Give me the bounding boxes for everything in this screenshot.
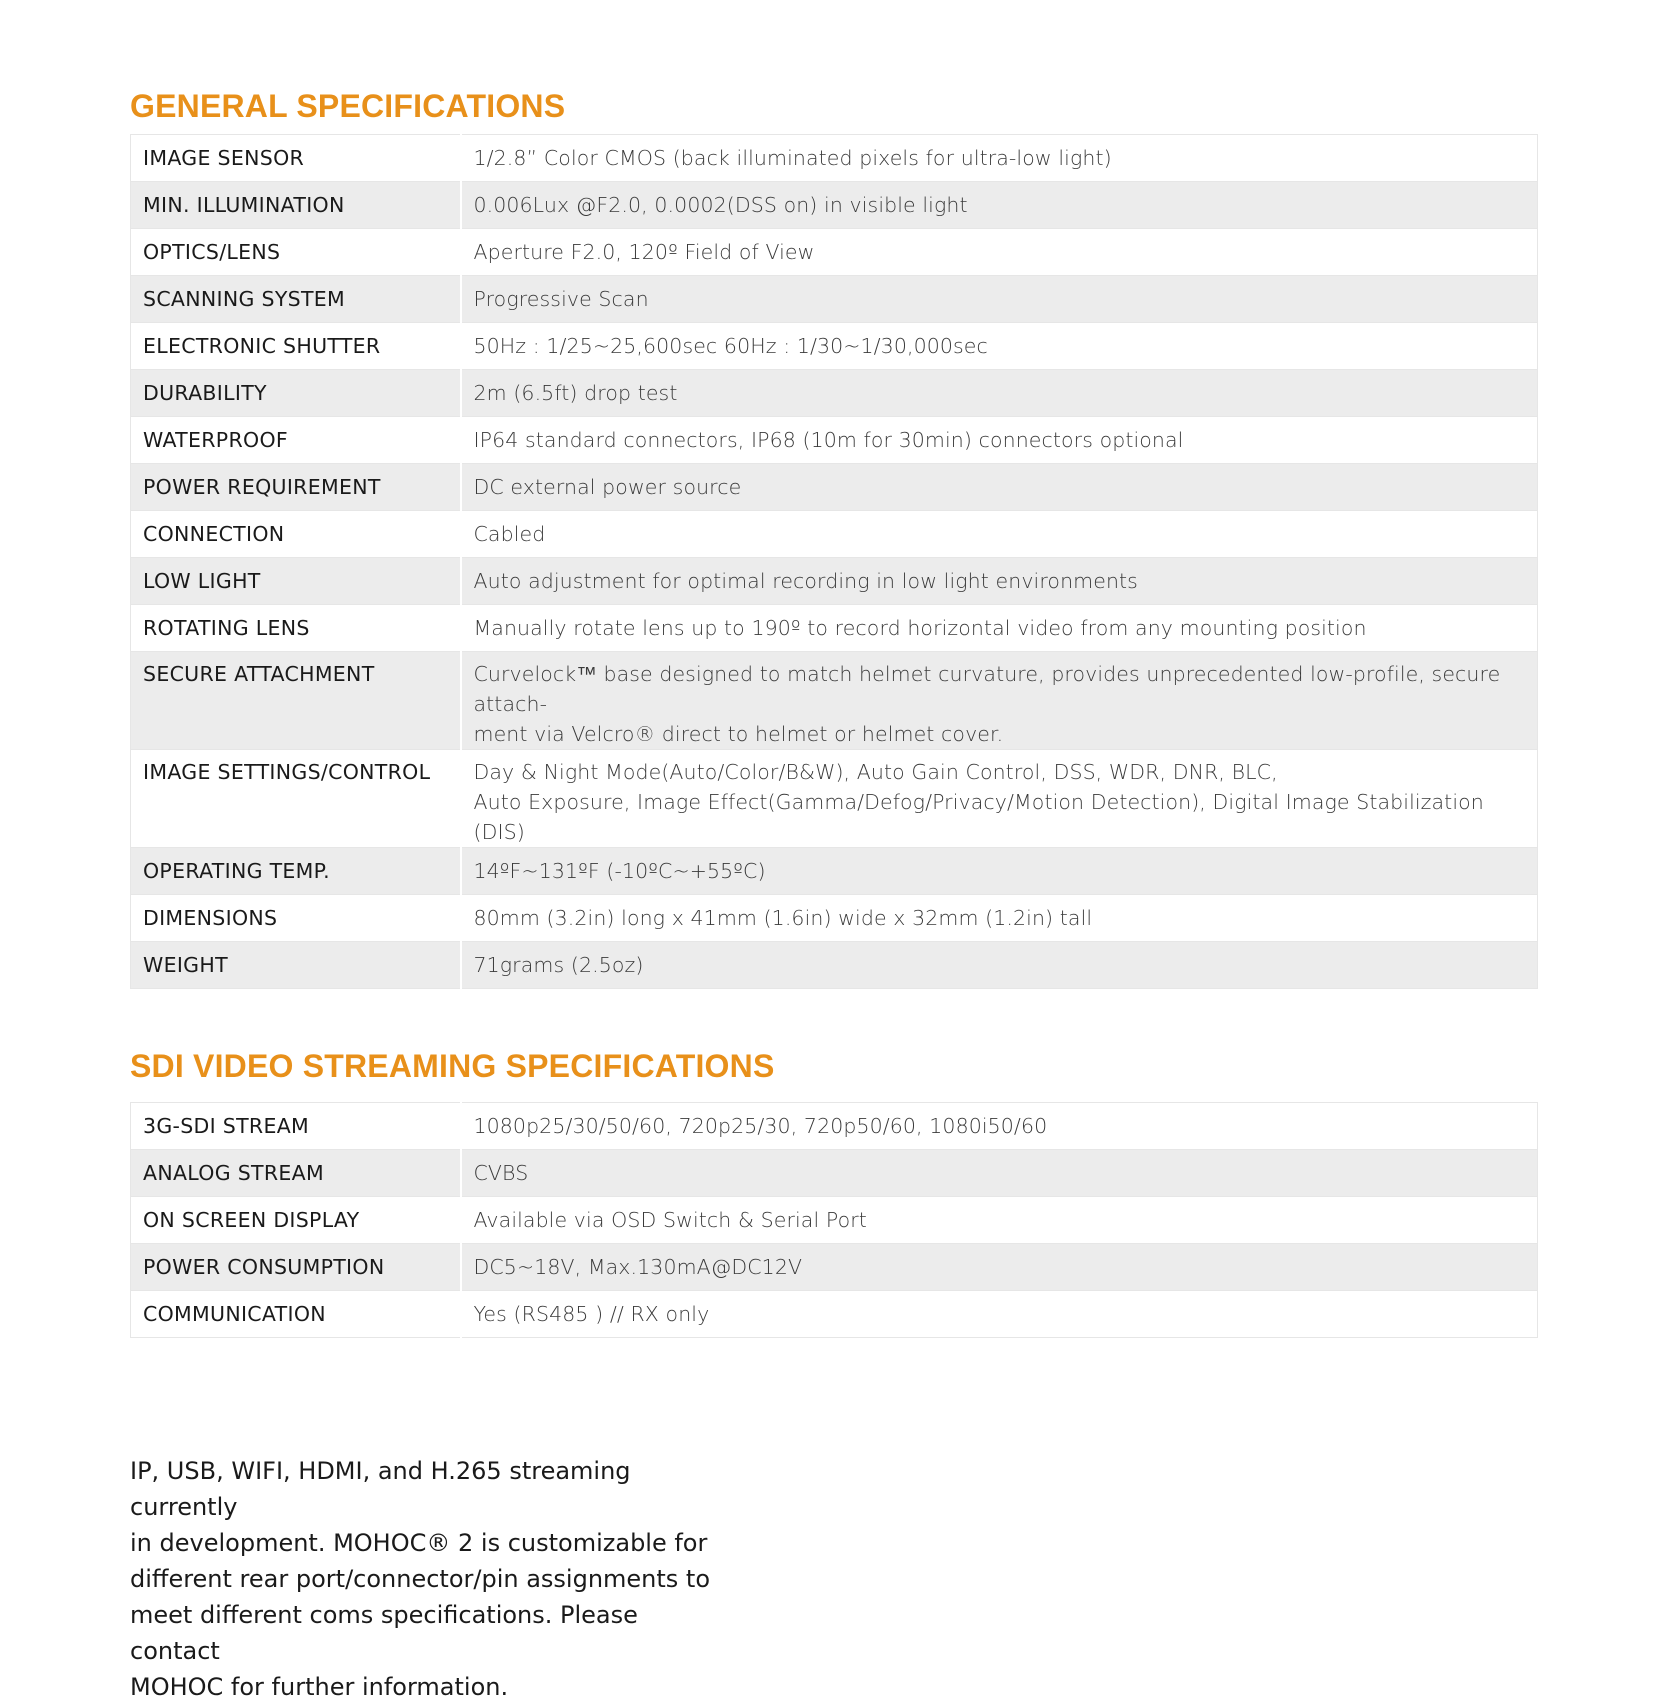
spec-label: ROTATING LENS xyxy=(131,605,461,652)
spec-value: 0.006Lux @F2.0, 0.0002(DSS on) in visible light xyxy=(461,182,1538,229)
spec-value: IP64 standard connectors, IP68 (10m for 30min) connectors optional xyxy=(461,417,1538,464)
spec-value: 2m (6.5ft) drop test xyxy=(461,370,1538,417)
spec-value: Manually rotate lens up to 190º to record horizontal video from any mounting position xyxy=(461,605,1538,652)
spec-label: DIMENSIONS xyxy=(131,895,461,942)
spec-label: OPERATING TEMP. xyxy=(131,848,461,895)
note-line: meet different coms specifications. Please contact xyxy=(130,1601,638,1665)
spec-value: 80mm (3.2in) long x 41mm (1.6in) wide x 32mm (1.2in) tall xyxy=(461,895,1538,942)
spec-value: 14ºF~131ºF (-10ºC~+55ºC) xyxy=(461,848,1538,895)
table-row xyxy=(131,464,1538,511)
spec-label: ELECTRONIC SHUTTER xyxy=(131,323,461,370)
note-line: in development. MOHOC® 2 is customizable for xyxy=(130,1529,708,1557)
table-row xyxy=(131,942,1538,989)
spec-label: WEIGHT xyxy=(131,942,461,989)
table-row xyxy=(131,750,1538,848)
spec-value: Progressive Scan xyxy=(461,276,1538,323)
spec-value: CVBS xyxy=(461,1150,1538,1197)
sdi-specifications-table xyxy=(130,1102,1538,1338)
table-row xyxy=(131,1197,1538,1244)
spec-label: MIN. ILLUMINATION xyxy=(131,182,461,229)
spec-label: SECURE ATTACHMENT xyxy=(131,652,461,750)
table-row xyxy=(131,323,1538,370)
table-row xyxy=(131,605,1538,652)
spec-value: Aperture F2.0, 120º Field of View xyxy=(461,229,1538,276)
spec-label: SCANNING SYSTEM xyxy=(131,276,461,323)
spec-value: Yes (RS485 ) // RX only xyxy=(461,1291,1538,1338)
spec-value: Available via OSD Switch & Serial Port xyxy=(461,1197,1538,1244)
spec-value: 1/2.8” Color CMOS (back illuminated pixels for ultra-low light) xyxy=(461,135,1538,182)
table-row xyxy=(131,1291,1538,1338)
spec-label: 3G-SDI STREAM xyxy=(131,1103,461,1150)
spec-value: 1080p25/30/50/60, 720p25/30, 720p50/60, 1080i50/60 xyxy=(461,1103,1538,1150)
spec-value xyxy=(461,750,1538,848)
development-note xyxy=(130,1453,730,1705)
table-row xyxy=(131,558,1538,605)
spec-value-line: Day & Night Mode(Auto/Color/B&W), Auto Gain Control, DSS, WDR, DNR, BLC, xyxy=(473,760,1278,784)
spec-value: Cabled xyxy=(461,511,1538,558)
general-specifications-heading: GENERAL SPECIFICATIONS xyxy=(130,88,566,124)
spec-label: OPTICS/LENS xyxy=(131,229,461,276)
spec-label: CONNECTION xyxy=(131,511,461,558)
spec-value-line: ment via Velcro® direct to helmet or helmet cover. xyxy=(473,722,1004,746)
spec-label: POWER CONSUMPTION xyxy=(131,1244,461,1291)
spec-value: DC5~18V, Max.130mA@DC12V xyxy=(461,1244,1538,1291)
note-line: MOHOC for further information. xyxy=(130,1673,509,1701)
spec-value-line: Curvelock™ base designed to match helmet curvature, provides unprecedented low-profile, secure attach- xyxy=(473,662,1501,716)
table-row xyxy=(131,417,1538,464)
table-row xyxy=(131,511,1538,558)
table-row xyxy=(131,848,1538,895)
spec-value: Auto adjustment for optimal recording in low light environments xyxy=(461,558,1538,605)
spec-label: POWER REQUIREMENT xyxy=(131,464,461,511)
table-row xyxy=(131,652,1538,750)
spec-value: 71grams (2.5oz) xyxy=(461,942,1538,989)
table-row xyxy=(131,182,1538,229)
spec-value: 50Hz : 1/25~25,600sec 60Hz : 1/30~1/30,000sec xyxy=(461,323,1538,370)
table-row xyxy=(131,895,1538,942)
table-row xyxy=(131,370,1538,417)
table-row xyxy=(131,1150,1538,1197)
spec-label: IMAGE SENSOR xyxy=(131,135,461,182)
spec-label: COMMUNICATION xyxy=(131,1291,461,1338)
general-specifications-table xyxy=(130,134,1538,989)
table-row xyxy=(131,135,1538,182)
spec-value xyxy=(461,652,1538,750)
note-line: IP, USB, WIFI, HDMI, and H.265 streaming currently xyxy=(130,1457,631,1521)
table-row xyxy=(131,229,1538,276)
spec-value: DC external power source xyxy=(461,464,1538,511)
spec-label: ANALOG STREAM xyxy=(131,1150,461,1197)
table-row xyxy=(131,1103,1538,1150)
table-row xyxy=(131,1244,1538,1291)
note-line: different rear port/connector/pin assignments to xyxy=(130,1565,711,1593)
sdi-specifications-heading: SDI VIDEO STREAMING SPECIFICATIONS xyxy=(130,1048,775,1084)
table-row xyxy=(131,276,1538,323)
spec-label: DURABILITY xyxy=(131,370,461,417)
spec-label: ON SCREEN DISPLAY xyxy=(131,1197,461,1244)
spec-value-line: Auto Exposure, Image Effect(Gamma/Defog/Privacy/Motion Detection), Digital Image Stabilization (DIS) xyxy=(473,790,1484,844)
spec-label: LOW LIGHT xyxy=(131,558,461,605)
spec-label: WATERPROOF xyxy=(131,417,461,464)
spec-label: IMAGE SETTINGS/CONTROL xyxy=(131,750,461,848)
